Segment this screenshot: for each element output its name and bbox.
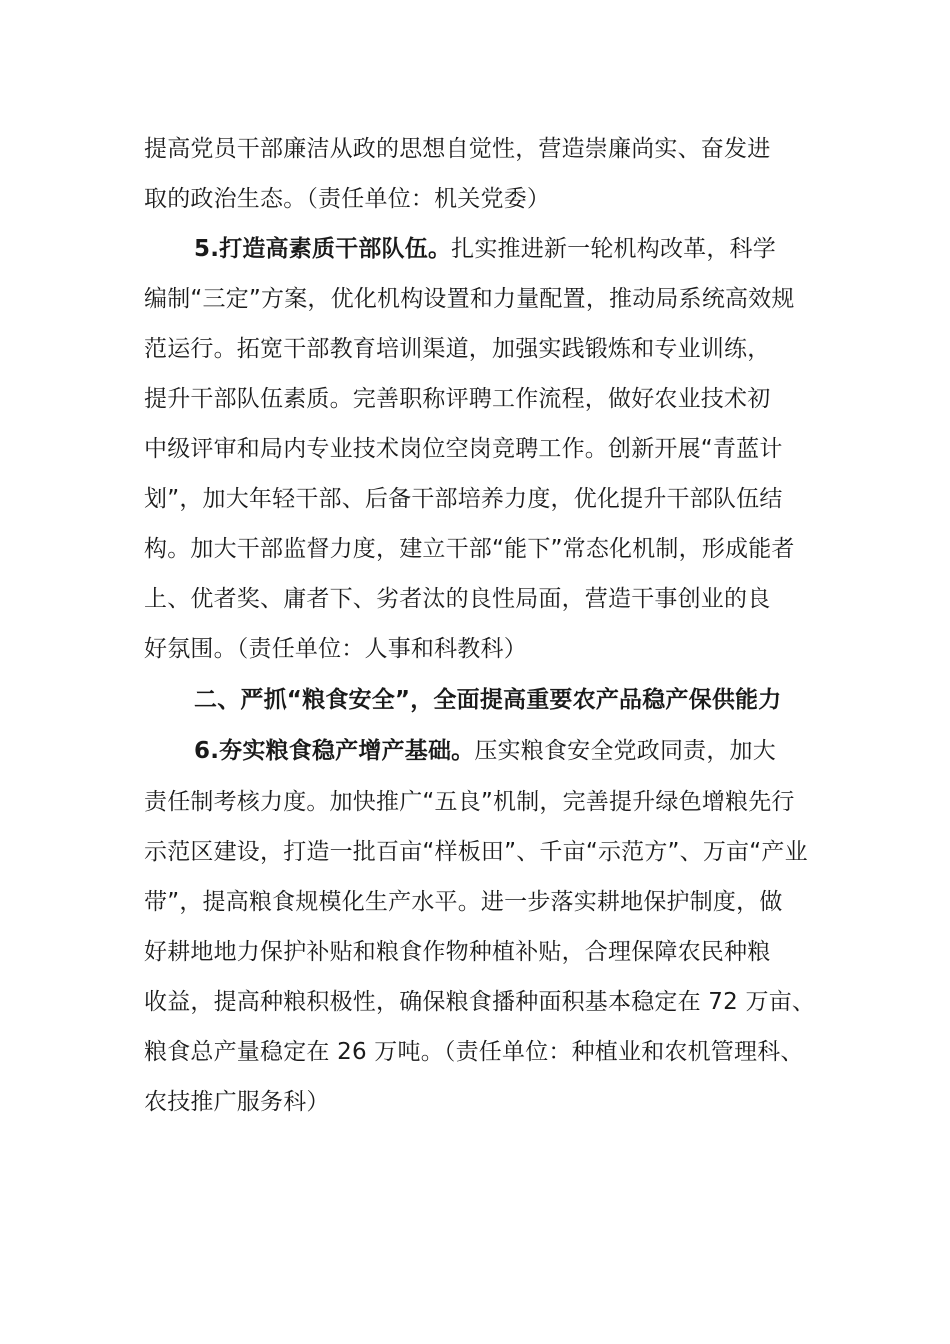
paragraph-line: 粮食总产量稳定在 26 万吨。（责任单位：种植业和农机管理科、 [144, 1039, 804, 1065]
paragraph-line: 好氛围。（责任单位：人事和科教科） [144, 636, 527, 662]
paragraph-line: 取的政治生态。（责任单位：机关党委） [144, 186, 551, 212]
paragraph-line: 农技推广服务科） [144, 1089, 330, 1115]
item-5-heading: 5.打造高素质干部队伍。 [194, 236, 452, 262]
paragraph-line: 划”，加大年轻干部、后备干部培养力度，优化提升干部队伍结 [144, 486, 783, 512]
item-6-heading: 6.夯实粮食稳产增产基础。 [194, 738, 475, 764]
paragraph-line: 上、优者奖、庸者下、劣者汰的良性局面，营造干事创业的良 [144, 586, 771, 612]
paragraph-line: 责任制考核力度。加快推广“五良”机制，完善提升绿色增粮先行 [144, 789, 795, 815]
paragraph-line: 构。加大干部监督力度，建立干部“能下”常态化机制，形成能者 [144, 536, 795, 562]
section-heading: 二、严抓“粮食安全”，全面提高重要农产品稳产保供能力 [194, 687, 782, 713]
paragraph-line: 中级评审和局内专业技术岗位空岗竞聘工作。创新开展“青蓝计 [144, 436, 783, 462]
paragraph-line: 提升干部队伍素质。完善职称评聘工作流程，做好农业技术初 [144, 386, 771, 412]
paragraph-line: 示范区建设，打造一批百亩“样板田”、千亩“示范方”、万亩“产业 [144, 839, 808, 865]
item-6-text: 压实粮食安全党政同责，加大 [474, 738, 776, 764]
paragraph-line: 带”，提高粮食规模化生产水平。进一步落实耕地保护制度，做 [144, 889, 783, 915]
paragraph-line: 收益，提高种粮积极性，确保粮食播种面积基本稳定在 72 万亩、 [144, 989, 816, 1015]
paragraph-line: 提高党员干部廉洁从政的思想自觉性，营造崇廉尚实、奋发进 [144, 136, 771, 162]
item-6-line [194, 736, 776, 766]
paragraph-line: 编制“三定”方案，优化机构设置和力量配置，推动局系统高效规 [144, 286, 795, 312]
item-5-text: 扎实推进新一轮机构改革，科学 [451, 236, 776, 262]
paragraph-line: 好耕地地力保护补贴和粮食作物种植补贴，合理保障农民种粮 [144, 939, 771, 965]
paragraph-line: 范运行。拓宽干部教育培训渠道，加强实践锻炼和专业训练， [144, 336, 771, 362]
item-5-line [194, 234, 776, 264]
